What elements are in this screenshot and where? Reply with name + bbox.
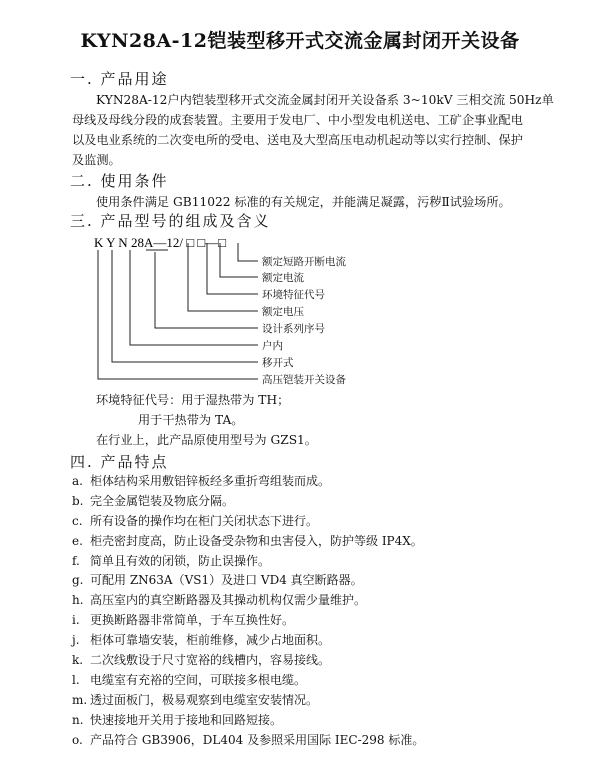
list-item-key: o. [72, 732, 83, 747]
list-item [72, 571, 424, 591]
list-item [72, 552, 424, 572]
list-item-key: e. [72, 533, 83, 548]
list-item [72, 472, 424, 492]
leader-0 [238, 243, 258, 261]
list-item-key: c. [72, 513, 83, 528]
list-item-key: k. [72, 653, 84, 668]
list-item-text: 产品符合 GB3906，DL404 及参照采用国际 IEC-298 标准。 [90, 732, 425, 747]
list-item [72, 651, 424, 671]
page-title: KYN28A-12铠装型移开式交流金属封闭开关设备 [80, 30, 520, 52]
list-item [72, 671, 424, 691]
env-code-line-2: 用于干热带为 TA。 [138, 413, 244, 427]
list-item-text: 完全金属铠装及物底分隔。 [90, 493, 235, 508]
list-item-text: 简单且有效的闭锁，防止误操作。 [90, 553, 271, 568]
label-withdrawable: 移开式 [262, 357, 294, 369]
list-item [72, 631, 424, 651]
list-item [72, 691, 424, 711]
list-item-key: b. [72, 493, 84, 508]
list-item [72, 591, 424, 611]
model-code: K Y N 28A—12/ □ □—□ [94, 235, 227, 250]
label-rated-voltage: 额定电压 [262, 306, 304, 318]
usage-line-1: KYN28A-12户内铠装型移开式交流金属封闭开关设备系 3~10kV 三相交流 50Hz单 [96, 93, 554, 107]
list-item-text: 透过面板门，极易观察到电缆室安装情况。 [90, 692, 319, 707]
section-heading-usage: 一. 产品用途 [70, 70, 169, 88]
features-list [72, 472, 424, 750]
label-hv-armored-switchgear: 高压铠装开关设备 [262, 374, 346, 386]
list-item-text: 所有设备的操作均在柜门关闭状态下进行。 [90, 513, 319, 528]
leader-5 [130, 250, 258, 345]
list-item-text: 二次线敷设于尺寸宽裕的线槽内，容易接线。 [90, 653, 331, 668]
list-item-text: 电缆室有充裕的空间，可联接多根电缆。 [90, 672, 307, 687]
list-item-key: n. [72, 712, 84, 727]
list-item-key: g. [72, 573, 84, 588]
label-design-series: 设计系列序号 [262, 323, 325, 335]
list-item [72, 512, 424, 532]
leader-7 [98, 250, 258, 379]
list-item [72, 611, 424, 631]
list-item [72, 492, 424, 512]
list-item-text: 高压室内的真空断路器及其操动机构仅需少量维护。 [90, 593, 367, 608]
usage-line-2: 母线及母线分段的成套装置。主要用于发电厂、中小型发电机送电、工矿企事业配电 [72, 113, 523, 127]
list-item-key: j. [72, 633, 80, 648]
env-code-line-1: 环境特征代号：用于湿热带为 TH； [96, 393, 290, 407]
leader-2 [207, 243, 258, 294]
list-item [72, 711, 424, 731]
industry-model-line: 在行业上，此产品原使用型号为 GZS1。 [96, 433, 317, 447]
list-item-text: 更换断路器非常简单，于车互换性好。 [90, 613, 295, 628]
label-indoor: 户内 [262, 340, 283, 352]
section-heading-features: 四. 产品特点 [70, 453, 169, 471]
list-item-text: 柜体结构采用敷铝锌板经多重折弯组装而成。 [90, 474, 331, 488]
list-item-key: l. [72, 672, 80, 687]
list-item-text: 快速接地开关用于接地和回路短接。 [90, 712, 283, 727]
usage-line-4: 及监测。 [72, 153, 121, 167]
list-item-text: 柜壳密封度高，防止设备受杂物和虫害侵入，防护等级 IP4X。 [90, 533, 423, 548]
list-item-key: f. [72, 553, 80, 568]
label-rated-current: 额定电流 [262, 272, 304, 284]
list-item-key: h. [72, 593, 84, 608]
list-item [72, 532, 424, 552]
list-item-key: i. [72, 613, 80, 628]
list-item-key: a. [72, 474, 83, 488]
conditions-text: 使用条件满足 GB11022 标准的有关规定，并能满足凝露，污秽Ⅱ试验场所。 [96, 195, 511, 209]
list-item [72, 731, 424, 751]
label-rated-breaking-current: 额定短路开断电流 [262, 256, 346, 268]
list-item-key: m. [72, 692, 88, 707]
label-environment-code: 环境特征代号 [262, 289, 325, 301]
section-heading-model: 三. 产品型号的组成及含义 [70, 212, 271, 230]
section-heading-conditions: 二. 使用条件 [70, 172, 169, 190]
list-item-text: 可配用 ZN63A（VS1）及进口 VD4 真空断路器。 [90, 573, 363, 588]
list-item-text: 柜体可靠墙安装，柜前维修，减少占地面积。 [90, 633, 331, 648]
usage-line-3: 以及电业系统的二次变电所的受电、送电及大型高压电动机起动等以实行控制、保护 [72, 133, 523, 147]
